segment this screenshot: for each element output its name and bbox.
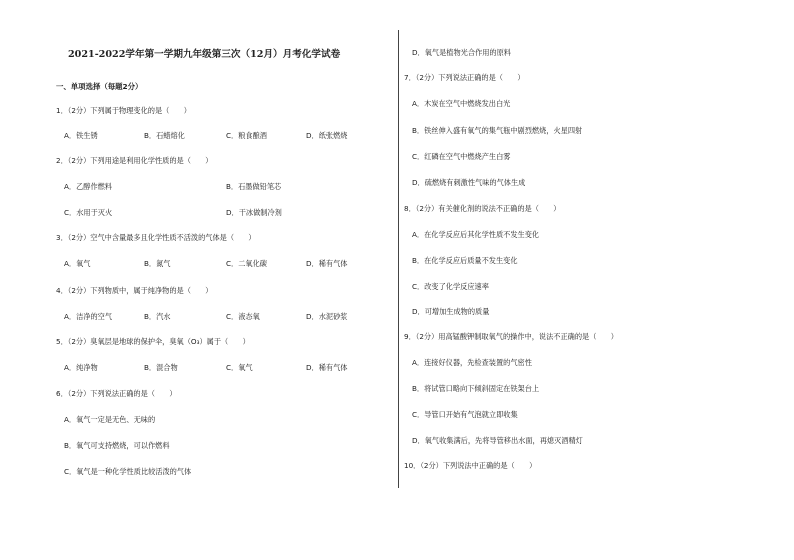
option: D．氧气是植物光合作用的原料 xyxy=(412,48,511,57)
option: C．液态氧 xyxy=(226,312,260,321)
question-stem: 4．（2分）下列物质中，属于纯净物的是（ ） xyxy=(56,286,213,295)
option: A．在化学反应后其化学性质不发生变化 xyxy=(412,230,540,239)
option: A．乙醇作燃料 xyxy=(64,182,113,191)
option: D．纸张燃烧 xyxy=(306,131,348,140)
option: C．导管口开始有气泡就立即收集 xyxy=(412,410,518,419)
option: C．氧气 xyxy=(226,363,253,372)
question-stem: 7．（2分）下列说法正确的是（ ） xyxy=(404,73,525,82)
question-stem: 8．（2分）有关催化剂的说法不正确的是（ ） xyxy=(404,204,561,213)
option: A．连接好仪器，先检查装置的气密性 xyxy=(412,358,532,367)
option: B．在化学反应后质量不发生变化 xyxy=(412,256,518,265)
option: D．可增加生成物的质量 xyxy=(412,307,490,316)
option: B．铁丝伸入盛有氧气的集气瓶中剧烈燃烧，火星四射 xyxy=(412,126,583,135)
option: C．改变了化学反应速率 xyxy=(412,282,489,291)
question-stem: 10．（2分）下列说法中正确的是（ ） xyxy=(404,461,537,470)
option: D．硫燃烧有刺激性气味的气体生成 xyxy=(412,178,526,187)
option: B．石蜡熔化 xyxy=(144,131,185,140)
option: B．混合物 xyxy=(144,363,178,372)
question-stem: 1．（2分）下列属于物理变化的是（ ） xyxy=(56,106,191,115)
option: A．木炭在空气中燃烧发出白光 xyxy=(412,99,511,108)
question-stem: 2．（2分）下列用途是利用化学性质的是（ ） xyxy=(56,156,213,165)
option: B．石墨做铅笔芯 xyxy=(226,182,282,191)
option: A．纯净物 xyxy=(64,363,98,372)
question-stem: 5．（2分）臭氧层是地球的保护伞，臭氧（O₃）属于（ ） xyxy=(56,337,250,346)
section-title: 一、单项选择（每题2分） xyxy=(56,82,143,91)
option: B．将试管口略向下倾斜固定在铁架台上 xyxy=(412,384,540,393)
exam-title: 2021-2022学年第一学期九年级第三次（12月）月考化学试卷 xyxy=(68,49,341,60)
option: C．粮食酿酒 xyxy=(226,131,267,140)
option: C．红磷在空气中燃烧产生白雾 xyxy=(412,152,511,161)
question-stem: 3．（2分）空气中含量最多且化学性质不活泼的气体是（ ） xyxy=(56,233,256,242)
option: A．氧气 xyxy=(64,259,91,268)
option: C．二氧化碳 xyxy=(226,259,267,268)
option: D．稀有气体 xyxy=(306,363,348,372)
column-divider xyxy=(398,30,399,488)
option: A．铁生锈 xyxy=(64,131,98,140)
question-stem: 9．（2分）用高锰酸钾制取氧气的操作中，说法不正确的是（ ） xyxy=(404,332,618,341)
option: D．干冰做制冷剂 xyxy=(226,208,282,217)
option: B．汽水 xyxy=(144,312,171,321)
option: D．稀有气体 xyxy=(306,259,348,268)
option: B．氮气 xyxy=(144,259,171,268)
option: D．氧气收集满后，先将导管移出水面，再熄灭酒精灯 xyxy=(412,436,583,445)
question-stem: 6．（2分）下列说法正确的是（ ） xyxy=(56,389,177,398)
option: A．洁净的空气 xyxy=(64,312,113,321)
option: A．氧气一定是无色、无味的 xyxy=(64,415,156,424)
option: B．氧气可支持燃烧，可以作燃料 xyxy=(64,441,170,450)
option: C．氧气是一种化学性质比较活泼的气体 xyxy=(64,467,192,476)
option: D．水泥砂浆 xyxy=(306,312,348,321)
option: C．水用于灭火 xyxy=(64,208,113,217)
